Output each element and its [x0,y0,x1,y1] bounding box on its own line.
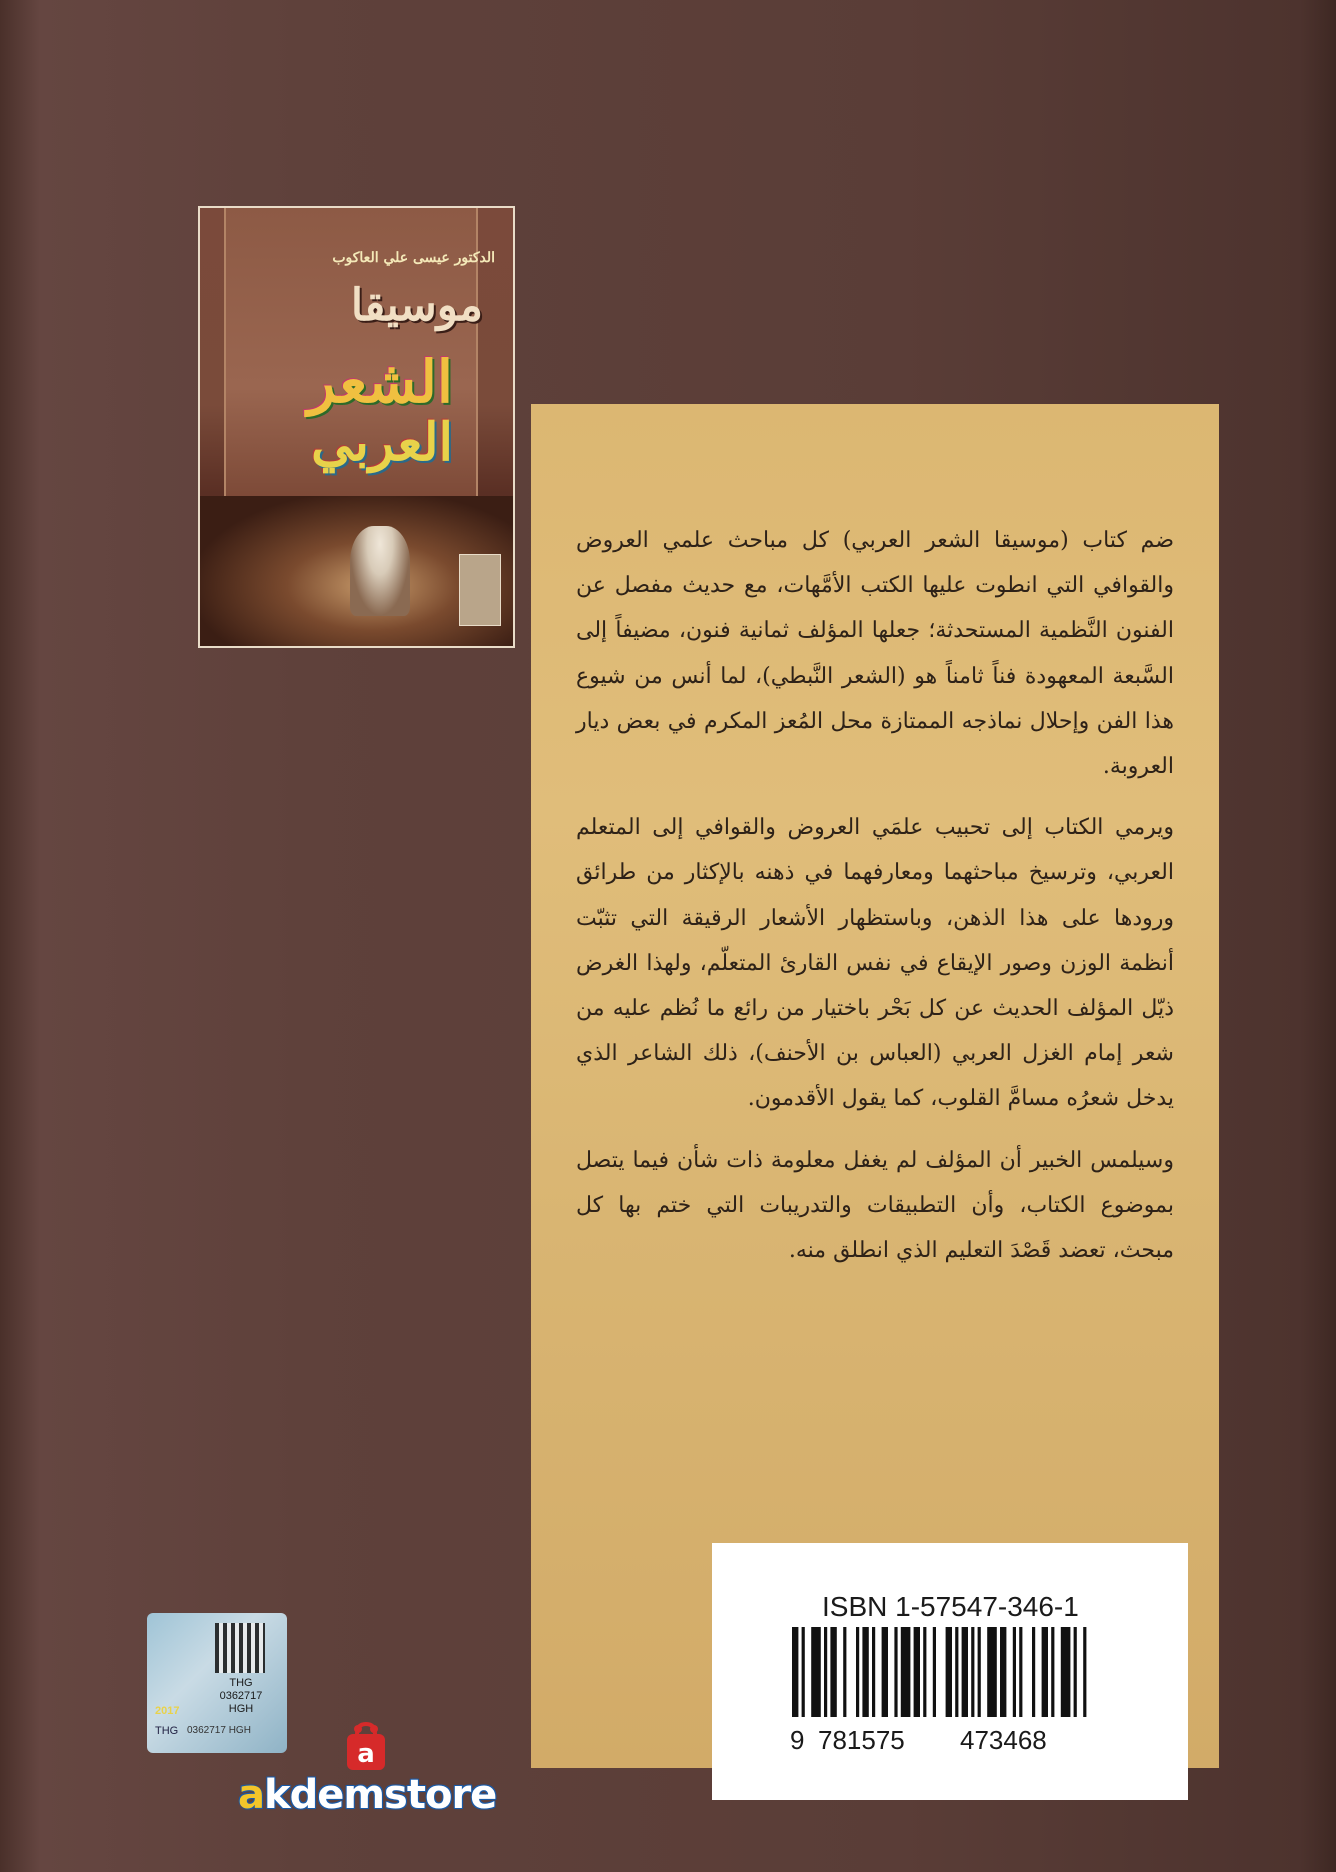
store-name-initial: a [238,1772,264,1818]
description-paragraph-1: ضم كتاب (موسيقا الشعر العربي) كل مباحث علمي العروض والقوافي التي انطوت عليها الكتب الأمَّهات، مع حديث مفصل عن الفنون النَّظمية المستحدثة؛ جعلها المؤلف ثمانية فنون، مضيفاً إلى السَّبعة المعهودة فناً ثامناً هو (الشعر النَّبطي)، لما أنس من شيوع هذا الفن وإحلال نماذجه الممتازة محل المُعز المكرم في بعض ديار العروبة. [576,528,1174,780]
thumbnail-author: الدكتور عيسى علي العاكوب [332,250,495,266]
sticker-bottom-code: 0362717 HGH [187,1725,251,1736]
sticker-year: 2017 [155,1705,180,1717]
thumbnail-title-line-3: العربي [311,412,453,473]
thumbnail-reading-figure [350,526,410,616]
publisher-logo-icon [459,554,501,626]
qr-code-icon [215,1623,265,1673]
barcode-digit-first: 9 [790,1725,805,1755]
store-watermark-logo [238,1720,518,1818]
thumbnail-title-line-2: الشعر [307,348,453,416]
sticker-label-top: THG [229,1677,253,1689]
barcode-digits-right: 473468 [960,1725,1047,1755]
description-paragraph-2: ويرمي الكتاب إلى تحبيب علمَي العروض والقوافي إلى المتعلم العربي، وترسيخ مباحثهما ومعارفهما في ذهنه بالإكثار من طرائق ورودها على هذا الذهن، وباستظهار الأشعار الرقيقة التي تثبّت أنظمة الوزن وصور الإيقاع في نفس القارئ المتعلّم، ولهذا الغرض ذيّل المؤلف الحديث عن كل بَحْر باختيار من رائع ما نُظم عليه من شعر إمام الغزل العربي (العباس بن الأحنف)، ذلك الشاعر الذي يدخل شعرُه مسامَّ القلوب، كما يقول الأقدمون. [576,815,1174,1112]
isbn-barcode-box [712,1543,1188,1800]
sticker-code [199,1677,283,1716]
sticker-label-bottom: HGH [228,1703,254,1715]
barcode-digits-left: 781575 [818,1725,905,1755]
isbn-label: ISBN 1-57547-346-1 [822,1591,1079,1622]
thumbnail-title-line-1: موسيقا [350,280,483,331]
store-name-rest: kdemstore [264,1772,497,1818]
shopping-bag-icon [341,1720,391,1772]
description-paragraph-3: وسيلمس الخبير أن المؤلف لم يغفل معلومة ذات شأن فيما يتصل بموضوع الكتاب، وأن التطبيقات والتدريبات التي ختم بها كل مبحث، تعضد قَصْدَ التعليم الذي انطلق منه. [576,1147,1174,1264]
store-icon-letter: a [357,1739,375,1769]
front-cover-thumbnail [198,206,515,648]
sticker-number: 0362717 [219,1690,263,1702]
barcode-icon [792,1627,1092,1727]
sticker-brand: THG [155,1725,179,1737]
store-name [238,1772,496,1818]
book-description [576,518,1174,1289]
